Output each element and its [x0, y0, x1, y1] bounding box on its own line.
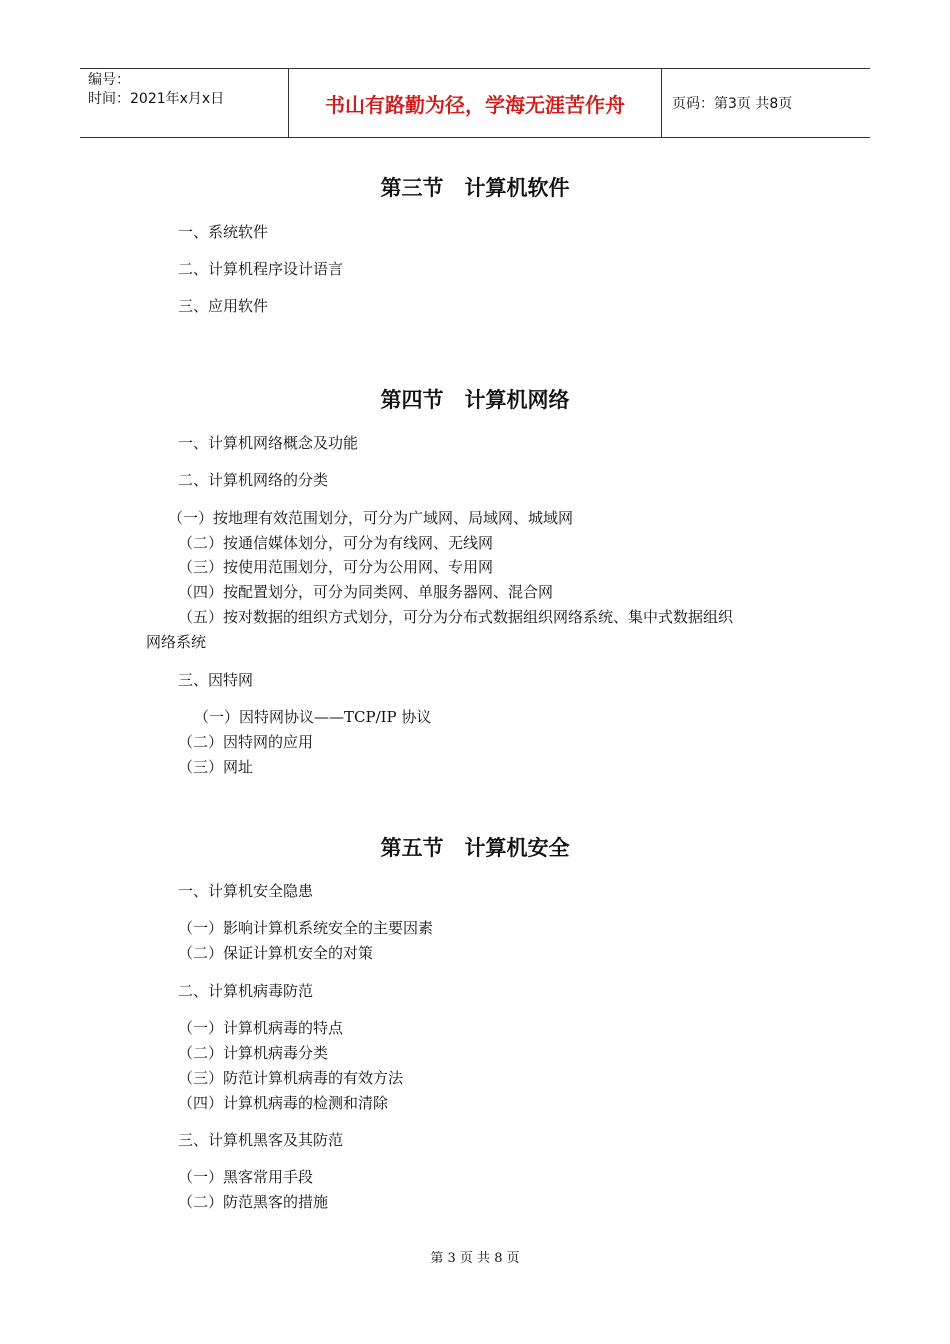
s3-item-2: 二、计算机程序设计语言 — [178, 260, 344, 278]
s4-sub-3: （三）按使用范围划分，可分为公用网、专用网 — [178, 558, 494, 576]
s4-sub-5: （五）按对数据的组织方式划分，可分为分布式数据组织网络系统、集中式数据组织 — [178, 608, 734, 626]
section-title-4: 第四节 计算机网络 — [380, 388, 570, 412]
section-title-3: 第三节 计算机软件 — [380, 176, 570, 200]
s4-sub3-3: （三）网址 — [178, 758, 254, 776]
s5-sub1-2: （二）保证计算机安全的对策 — [178, 944, 374, 962]
s5-sub3-1: （一）黑客常用手段 — [178, 1168, 314, 1186]
header-number: 编号： — [88, 72, 130, 88]
s5-sub1-1: （一）影响计算机系统安全的主要因素 — [178, 919, 434, 937]
header-time: 时间：2021年x月x日 — [88, 91, 225, 107]
s4-heading-2: 二、计算机网络的分类 — [178, 471, 329, 489]
s4-heading-3: 三、因特网 — [178, 671, 254, 689]
s5-heading-2: 二、计算机病毒防范 — [178, 982, 314, 1000]
header-page: 页码：第3页 共8页 — [672, 96, 793, 112]
s5-sub2-4: （四）计算机病毒的检测和清除 — [178, 1094, 389, 1112]
s3-item-1: 一、系统软件 — [178, 223, 269, 241]
s5-heading-1: 一、计算机安全隐患 — [178, 882, 314, 900]
s5-sub3-2: （二）防范黑客的措施 — [178, 1193, 329, 1211]
section-title-5: 第五节 计算机安全 — [380, 836, 570, 860]
s4-sub-1: （一）按地理有效范围划分，可分为广域网、局域网、城域网 — [168, 509, 574, 527]
s4-sub-4: （四）按配置划分，可分为同类网、单服务器网、混合网 — [178, 583, 554, 601]
header-left-cell — [80, 69, 289, 137]
s3-item-3: 三、应用软件 — [178, 297, 269, 315]
s5-heading-3: 三、计算机黑客及其防范 — [178, 1131, 344, 1149]
page-footer: 第 3 页 共 8 页 — [430, 1251, 520, 1266]
s5-sub2-1: （一）计算机病毒的特点 — [178, 1019, 344, 1037]
s5-sub2-2: （二）计算机病毒分类 — [178, 1044, 329, 1062]
s4-sub3-2: （二）因特网的应用 — [178, 733, 314, 751]
s4-sub-5-cont: 网络系统 — [146, 633, 207, 651]
s4-heading-1: 一、计算机网络概念及功能 — [178, 434, 359, 452]
header-motto: 书山有路勤为径，学海无涯苦作舟 — [289, 69, 662, 137]
s4-sub3-1: （一）因特网协议——TCP/IP 协议 — [194, 708, 432, 726]
s5-sub2-3: （三）防范计算机病毒的有效方法 — [178, 1069, 404, 1087]
s4-sub-2: （二）按通信媒体划分，可分为有线网、无线网 — [178, 534, 494, 552]
page-header — [80, 68, 870, 138]
